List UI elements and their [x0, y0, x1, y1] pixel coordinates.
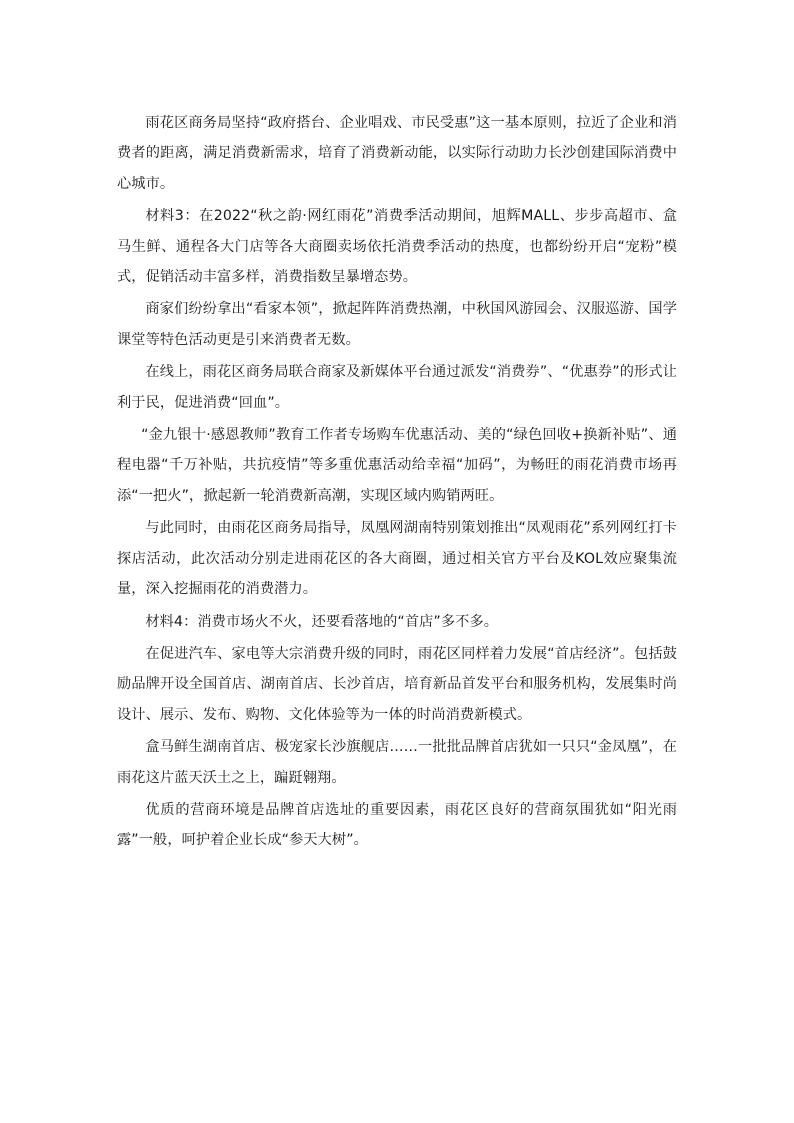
paragraph-9: 盒马鲜生湖南首店、极宠家长沙旗舰店……一批批品牌首店犹如一只只“金凤凰”，在雨花这片蓝天沃土之上，蹁跹翱翔。 — [117, 739, 677, 786]
document-body — [117, 108, 677, 858]
paragraph-6: 与此同时，由雨花区商务局指导，凤凰网湖南特别策划推出“凤观雨花”系列网红打卡探店活动，此次活动分别走进雨花区的各大商圈，通过相关官方平台及KOL效应聚集流量，深入挖掘雨花的消费潜力。 — [117, 520, 677, 598]
paragraph-5: “金九银十·感恩教师”教育工作者专场购车优惠活动、美的“绿色回收+换新补贴”、通程电器“千万补贴，共抗疫情”等多重优惠活动给幸福“加码”，为畅旺的雨花消费市场再添“一把火”，掀起新一轮消费新高潮，实现区域内购销两旺。 — [117, 427, 677, 504]
paragraph-4: 在线上，雨花区商务局联合商家及新媒体平台通过派发“消费券”、“优惠券”的形式让利于民，促进消费“回血”。 — [117, 364, 677, 411]
paragraph-10: 优质的营商环境是品牌首店选址的重要因素，雨花区良好的营商氛围犹如“阳光雨露”一般，呵护着企业长成“参天大树”。 — [117, 801, 677, 849]
paragraph-2: 材料3：在2022“秋之韵·网红雨花”消费季活动期间，旭辉MALL、步步高超市、盒马生鲜、通程各大门店等各大商圈卖场依托消费季活动的热度，也都纷纷开启“宠粉”模式，促销活动丰富多样，消费指数呈暴增态势。 — [117, 208, 677, 286]
paragraph-1: 雨花区商务局坚持“政府搭台、企业唱戏、市民受惠”这一基本原则，拉近了企业和消费者的距离，满足消费新需求，培育了消费新动能，以实际行动助力长沙创建国际消费中心城市。 — [117, 115, 677, 192]
paragraph-7: 材料4：消费市场火不火，还要看落地的“首店”多不多。 — [145, 613, 499, 630]
paragraph-3: 商家们纷纷拿出“看家本领”，掀起阵阵消费热潮，中秋国风游园会、汉服巡游、国学课堂等特色活动更是引来消费者无数。 — [117, 301, 677, 348]
paragraph-8: 在促进汽车、家电等大宗消费升级的同时，雨花区同样着力发展“首店经济”。包括鼓励品牌开设全国首店、湖南首店、长沙首店，培育新品首发平台和服务机构，发展集时尚设计、展示、发布、购物、文化体验等为一体的时尚消费新模式。 — [117, 645, 677, 723]
